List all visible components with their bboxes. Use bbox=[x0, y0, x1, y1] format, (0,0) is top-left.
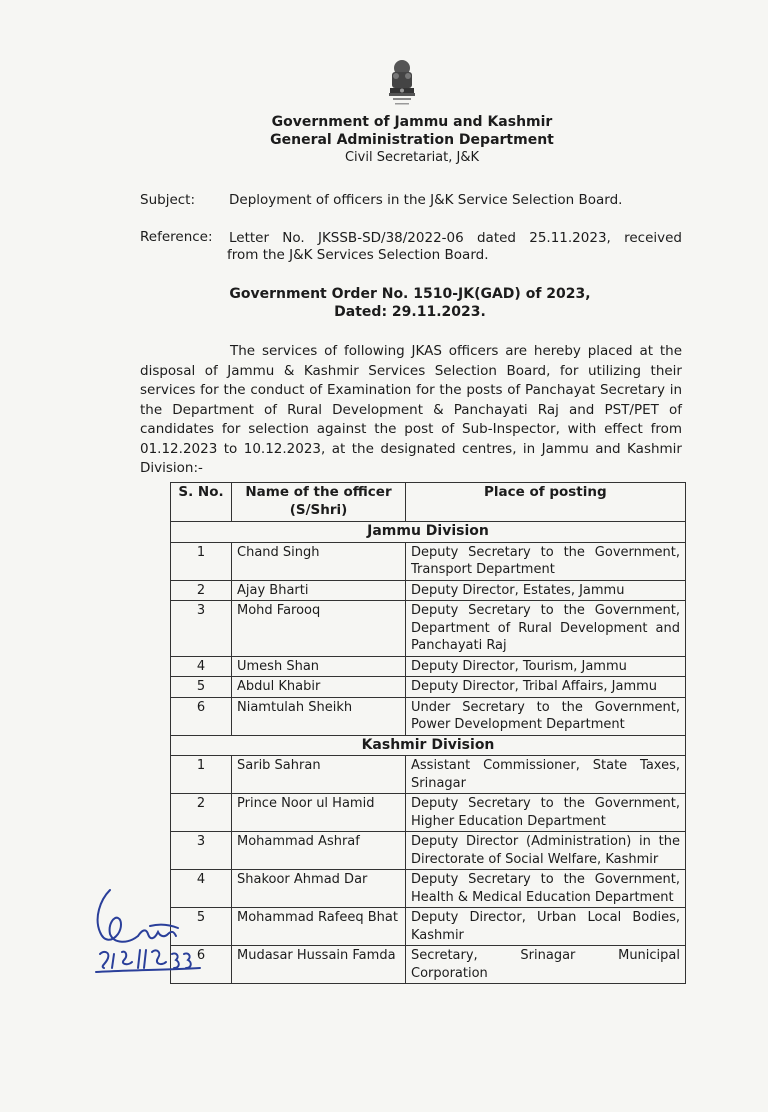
national-emblem-icon bbox=[381, 58, 423, 110]
table-row bbox=[171, 601, 686, 657]
cell-sno: 6 bbox=[171, 697, 232, 735]
order-date: Dated: 29.11.2023. bbox=[334, 304, 486, 320]
table-row bbox=[171, 794, 686, 832]
cell-name: Sarib Sahran bbox=[232, 756, 406, 794]
cell-sno: 2 bbox=[171, 580, 232, 601]
header-department: General Administration Department bbox=[270, 132, 554, 148]
header-name: Name of the officer (S/Shri) bbox=[232, 483, 406, 522]
order-body: The services of following JKAS officers are hereby placed at the disposal of Jammu & Kashmir Services Selection Board, for utilizing their services for the conduct of Examination for the posts of Panchayat Secretary in the Department of Rural Development & Panchayati Raj and PST/PET of candidates for selection against the post of Sub-Inspector, with effect from 01.12.2023 to 10.12.2023, at the designated centres, in Jammu and Kashmir Division:- bbox=[140, 343, 682, 476]
cell-name: Chand Singh bbox=[232, 542, 406, 580]
cell-sno: 6 bbox=[171, 946, 232, 984]
division-title: Kashmir Division bbox=[171, 735, 686, 756]
table-row bbox=[171, 908, 686, 946]
reference-text-line2: from the J&K Services Selection Board. bbox=[227, 247, 489, 263]
officers-table bbox=[170, 482, 686, 984]
division-title: Jammu Division bbox=[171, 522, 686, 543]
cell-name: Ajay Bharti bbox=[232, 580, 406, 601]
cell-place: Deputy Director, Estates, Jammu bbox=[406, 580, 686, 601]
cell-sno: 3 bbox=[171, 601, 232, 657]
header-location: Civil Secretariat, J&K bbox=[344, 150, 480, 165]
signature bbox=[88, 884, 206, 976]
cell-sno: 1 bbox=[171, 542, 232, 580]
cell-sno: 4 bbox=[171, 656, 232, 677]
order-number: Government Order No. 1510-JK(GAD) of 2023, bbox=[229, 286, 591, 302]
table-header-row bbox=[171, 483, 686, 522]
cell-place: Deputy Director, Tourism, Jammu bbox=[406, 656, 686, 677]
cell-sno: 1 bbox=[171, 756, 232, 794]
cell-sno: 4 bbox=[171, 870, 232, 908]
division-row bbox=[171, 522, 686, 543]
header-sno: S. No. bbox=[171, 483, 232, 522]
cell-place: Deputy Secretary to the Government, Transport Department bbox=[406, 542, 686, 580]
cell-sno: 5 bbox=[171, 677, 232, 698]
table-row bbox=[171, 756, 686, 794]
cell-place: Deputy Secretary to the Government, Health & Medical Education Department bbox=[406, 870, 686, 908]
subject-text: Deployment of officers in the J&K Service Selection Board. bbox=[229, 192, 623, 208]
cell-name: Shakoor Ahmad Dar bbox=[232, 870, 406, 908]
table-row bbox=[171, 542, 686, 580]
cell-name: Abdul Khabir bbox=[232, 677, 406, 698]
header-government: Government of Jammu and Kashmir bbox=[271, 114, 553, 130]
reference-text-line1: Letter No. JKSSB-SD/38/2022-06 dated 25.11.2023, received bbox=[229, 230, 682, 246]
table-row bbox=[171, 677, 686, 698]
cell-place: Deputy Director, Urban Local Bodies, Kashmir bbox=[406, 908, 686, 946]
division-row bbox=[171, 735, 686, 756]
cell-name: Mudasar Hussain Famda bbox=[232, 946, 406, 984]
table-row bbox=[171, 832, 686, 870]
subject-label: Subject: bbox=[140, 192, 196, 208]
cell-place: Secretary, Srinagar Municipal Corporation bbox=[406, 946, 686, 984]
table-row bbox=[171, 656, 686, 677]
cell-place: Deputy Director, Tribal Affairs, Jammu bbox=[406, 677, 686, 698]
table-row bbox=[171, 870, 686, 908]
cell-name: Prince Noor ul Hamid bbox=[232, 794, 406, 832]
cell-name: Mohd Farooq bbox=[232, 601, 406, 657]
cell-name: Mohammad Rafeeq Bhat bbox=[232, 908, 406, 946]
cell-sno: 3 bbox=[171, 832, 232, 870]
cell-place: Under Secretary to the Government, Power Development Department bbox=[406, 697, 686, 735]
header-place: Place of posting bbox=[406, 483, 686, 522]
table-row bbox=[171, 946, 686, 984]
cell-sno: 5 bbox=[171, 908, 232, 946]
cell-name: Umesh Shan bbox=[232, 656, 406, 677]
cell-name: Mohammad Ashraf bbox=[232, 832, 406, 870]
cell-sno: 2 bbox=[171, 794, 232, 832]
cell-place: Deputy Director (Administration) in the Directorate of Social Welfare, Kashmir bbox=[406, 832, 686, 870]
table-row bbox=[171, 580, 686, 601]
table-row bbox=[171, 697, 686, 735]
cell-place: Assistant Commissioner, State Taxes, Srinagar bbox=[406, 756, 686, 794]
table-body bbox=[171, 522, 686, 984]
cell-place: Deputy Secretary to the Government, Department of Rural Development and Panchayati Raj bbox=[406, 601, 686, 657]
cell-name: Niamtulah Sheikh bbox=[232, 697, 406, 735]
reference-label: Reference: bbox=[140, 229, 213, 245]
cell-place: Deputy Secretary to the Government, Higher Education Department bbox=[406, 794, 686, 832]
